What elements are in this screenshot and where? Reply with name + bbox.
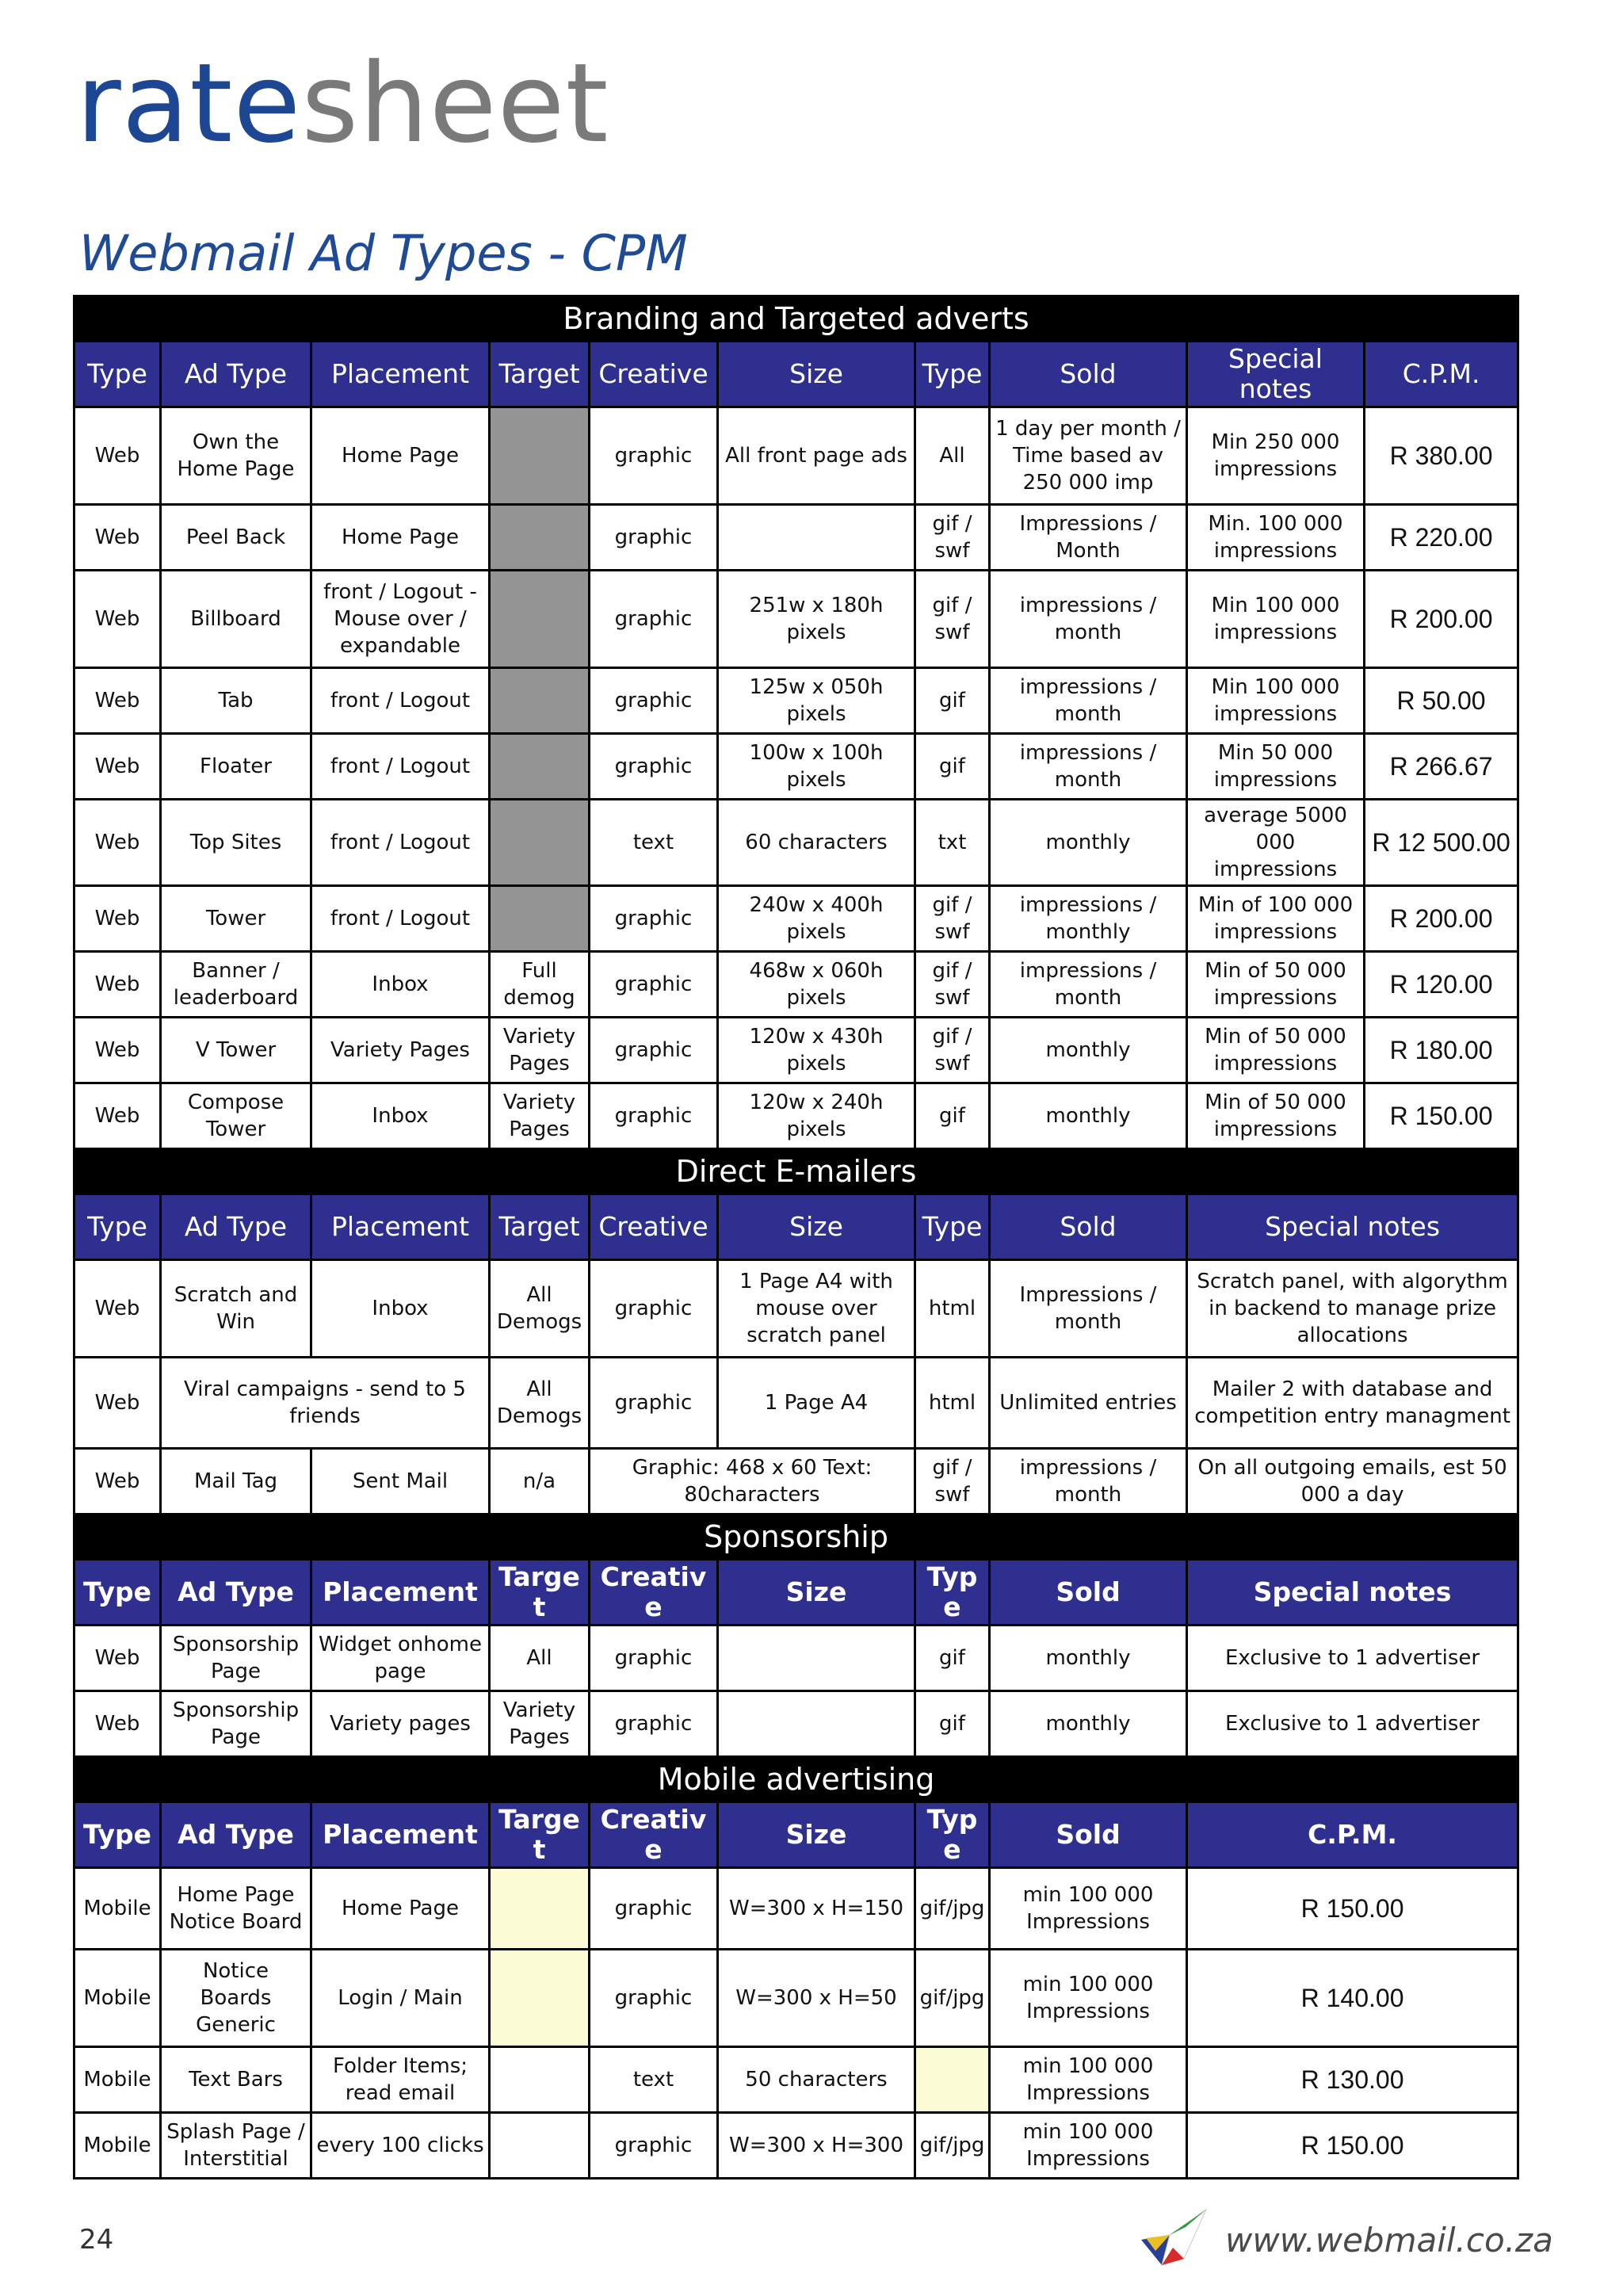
- cell-creative: graphic: [590, 734, 718, 800]
- cell-special-notes: Exclusive to 1 advertiser: [1187, 1691, 1518, 1757]
- cell-sold: min 100 000 Impressions: [990, 1868, 1187, 1950]
- cell-special-notes: Scratch panel, with algorythm in backend to manage prize allocations: [1187, 1260, 1518, 1358]
- col-header-type: Type: [74, 342, 161, 407]
- cell-creative: graphic: [590, 505, 718, 571]
- col-header-special-notes: Special notes: [1187, 342, 1365, 407]
- cell-sold: Impressions / month: [990, 1260, 1187, 1358]
- section-title-sponsorship: Sponsorship: [74, 1515, 1518, 1560]
- cell-special-notes: Min of 50 000 impressions: [1187, 1018, 1365, 1083]
- section-title-direct-emailers: Direct E-mailers: [74, 1149, 1518, 1194]
- cell-cpm: R 140.00: [1187, 1950, 1518, 2047]
- col-header-ad-type: Ad Type: [161, 342, 311, 407]
- cell-creative: Graphic: 468 x 60 Text: 80characters: [590, 1449, 915, 1515]
- cell-target: [490, 1950, 590, 2047]
- cell-size: 251w x 180h pixels: [718, 571, 915, 668]
- table-row: [74, 1083, 1518, 1149]
- col-header-creative: Creative: [590, 342, 718, 407]
- cell-target: Full demog: [490, 952, 590, 1018]
- cell-ad-type: Own the Home Page: [161, 407, 311, 505]
- cell-cpm: R 266.67: [1365, 734, 1518, 800]
- cell-creative: graphic: [590, 2113, 718, 2179]
- cell-target: Variety Pages: [490, 1083, 590, 1149]
- cell-file-type: html: [915, 1358, 990, 1449]
- cell-type: Mobile: [74, 2047, 161, 2113]
- cell-type: Web: [74, 800, 161, 886]
- cell-ad-type: Mail Tag: [161, 1449, 311, 1515]
- cell-type: Web: [74, 668, 161, 734]
- cell-type: Web: [74, 734, 161, 800]
- cell-cpm: R 180.00: [1365, 1018, 1518, 1083]
- cell-file-type: gif/jpg: [915, 2113, 990, 2179]
- cell-size: [718, 1691, 915, 1757]
- cell-sold: impressions / month: [990, 734, 1187, 800]
- cell-type: Web: [74, 886, 161, 952]
- table-row: [74, 1449, 1518, 1515]
- cell-target: [490, 2047, 590, 2113]
- cell-sold: impressions / month: [990, 1449, 1187, 1515]
- cell-sold: monthly: [990, 1626, 1187, 1691]
- footer-url[interactable]: www.webmail.co.za: [1225, 2221, 1553, 2260]
- cell-cpm: R 200.00: [1365, 571, 1518, 668]
- cell-special-notes: Min of 50 000 impressions: [1187, 1083, 1365, 1149]
- cell-target: All: [490, 1626, 590, 1691]
- cell-creative: graphic: [590, 1868, 718, 1950]
- cell-target: n/a: [490, 1449, 590, 1515]
- cell-size: 120w x 240h pixels: [718, 1083, 915, 1149]
- cell-special-notes: Min. 100 000 impressions: [1187, 505, 1365, 571]
- cell-sold: monthly: [990, 1691, 1187, 1757]
- col-header-type: Type: [74, 1560, 161, 1626]
- cell-placement: Variety Pages: [311, 1018, 490, 1083]
- cell-creative: graphic: [590, 668, 718, 734]
- cell-ad-type: Tab: [161, 668, 311, 734]
- cell-creative: graphic: [590, 571, 718, 668]
- cell-size: [718, 505, 915, 571]
- cell-cpm: R 150.00: [1187, 2113, 1518, 2179]
- brand-part-sheet: sheet: [301, 40, 609, 167]
- col-header-ad-type: Ad Type: [161, 1802, 311, 1868]
- cell-file-type: gif: [915, 1083, 990, 1149]
- cell-creative: graphic: [590, 1950, 718, 2047]
- col-header-type: Type: [74, 1802, 161, 1868]
- cell-file-type: gif: [915, 734, 990, 800]
- cell-creative: graphic: [590, 1083, 718, 1149]
- cell-ad-type: Home Page Notice Board: [161, 1868, 311, 1950]
- cell-sold: 1 day per month / Time based av 250 000 imp: [990, 407, 1187, 505]
- section-title-branding: Branding and Targeted adverts: [74, 296, 1518, 342]
- cell-target: [490, 2113, 590, 2179]
- cell-target: [490, 407, 590, 505]
- col-header-target: Target: [490, 1560, 590, 1626]
- cell-ad-type: Sponsorship Page: [161, 1626, 311, 1691]
- cell-ad-type: Notice Boards Generic: [161, 1950, 311, 2047]
- cell-ad-type: Banner / leaderboard: [161, 952, 311, 1018]
- cell-size: 468w x 060h pixels: [718, 952, 915, 1018]
- cell-ad-type: Splash Page / Interstitial: [161, 2113, 311, 2179]
- col-header-creative: Creative: [590, 1194, 718, 1260]
- cell-type: Mobile: [74, 1950, 161, 2047]
- cell-creative: graphic: [590, 1626, 718, 1691]
- cell-special-notes: Mailer 2 with database and competition entry managment: [1187, 1358, 1518, 1449]
- cell-type: Web: [74, 571, 161, 668]
- cell-sold: impressions / monthly: [990, 886, 1187, 952]
- section-title-mobile-advertising: Mobile advertising: [74, 1757, 1518, 1802]
- table-row: [74, 1691, 1518, 1757]
- cell-size: 100w x 100h pixels: [718, 734, 915, 800]
- cell-type: Web: [74, 1626, 161, 1691]
- col-header-cpm: C.P.M.: [1365, 342, 1518, 407]
- table-row: [74, 1868, 1518, 1950]
- cell-creative: graphic: [590, 1358, 718, 1449]
- table-row: [74, 2047, 1518, 2113]
- cell-creative: graphic: [590, 407, 718, 505]
- col-header-ad-type: Ad Type: [161, 1194, 311, 1260]
- cell-file-type: txt: [915, 800, 990, 886]
- rate-table: [73, 295, 1519, 2179]
- cell-special-notes: On all outgoing emails, est 50 000 a day: [1187, 1449, 1518, 1515]
- cell-size: 125w x 050h pixels: [718, 668, 915, 734]
- col-header-placement: Placement: [311, 342, 490, 407]
- col-header-ad-type: Ad Type: [161, 1560, 311, 1626]
- cell-target: [490, 505, 590, 571]
- cell-target: [490, 800, 590, 886]
- cell-special-notes: Exclusive to 1 advertiser: [1187, 1626, 1518, 1691]
- cell-size: 1 Page A4: [718, 1358, 915, 1449]
- cell-special-notes: Min of 50 000 impressions: [1187, 952, 1365, 1018]
- cell-placement: Sent Mail: [311, 1449, 490, 1515]
- col-header-size: Size: [718, 1560, 915, 1626]
- cell-type: Web: [74, 952, 161, 1018]
- cell-file-type: gif/jpg: [915, 1868, 990, 1950]
- cell-sold: min 100 000 Impressions: [990, 2113, 1187, 2179]
- cell-sold: impressions / month: [990, 952, 1187, 1018]
- page-subtitle: Webmail Ad Types - CPM: [79, 224, 688, 282]
- table-row: [74, 2113, 1518, 2179]
- table-row: [74, 800, 1518, 886]
- cell-placement: Home Page: [311, 1868, 490, 1950]
- cell-placement: front / Logout: [311, 668, 490, 734]
- cell-ad-type: Floater: [161, 734, 311, 800]
- cell-type: Mobile: [74, 2113, 161, 2179]
- cell-special-notes: Min of 100 000 impressions: [1187, 886, 1365, 952]
- cell-size: All front page ads: [718, 407, 915, 505]
- cell-sold: impressions / month: [990, 571, 1187, 668]
- cell-file-type: gif: [915, 668, 990, 734]
- col-header-size: Size: [718, 1194, 915, 1260]
- cell-special-notes: Min 100 000 impressions: [1187, 668, 1365, 734]
- col-header-size: Size: [718, 1802, 915, 1868]
- col-header-creative: Creative: [590, 1560, 718, 1626]
- cell-target: [490, 571, 590, 668]
- cell-size: 120w x 430h pixels: [718, 1018, 915, 1083]
- cell-file-type: gif / swf: [915, 571, 990, 668]
- col-header-target: Target: [490, 1194, 590, 1260]
- cell-cpm: R 220.00: [1365, 505, 1518, 571]
- cell-file-type: All: [915, 407, 990, 505]
- cell-sold: Impressions / Month: [990, 505, 1187, 571]
- cell-file-type: gif: [915, 1691, 990, 1757]
- cell-placement: Home Page: [311, 505, 490, 571]
- cell-placement: Home Page: [311, 407, 490, 505]
- cell-size: 50 characters: [718, 2047, 915, 2113]
- cell-sold: monthly: [990, 800, 1187, 886]
- cell-special-notes: Min 50 000 impressions: [1187, 734, 1365, 800]
- cell-placement: Inbox: [311, 1083, 490, 1149]
- cell-placement: Variety pages: [311, 1691, 490, 1757]
- table-row: [74, 952, 1518, 1018]
- cell-sold: monthly: [990, 1083, 1187, 1149]
- cell-special-notes: Min 100 000 impressions: [1187, 571, 1365, 668]
- col-header-file-type: Type: [915, 342, 990, 407]
- cell-type: Web: [74, 1018, 161, 1083]
- cell-ad-type: Billboard: [161, 571, 311, 668]
- table-row: [74, 1626, 1518, 1691]
- cell-special-notes: average 5000 000 impressions: [1187, 800, 1365, 886]
- cell-ad-type: Sponsorship Page: [161, 1691, 311, 1757]
- cell-target: All Demogs: [490, 1358, 590, 1449]
- cell-cpm: R 380.00: [1365, 407, 1518, 505]
- cell-file-type: gif: [915, 1626, 990, 1691]
- table-row: [74, 1950, 1518, 2047]
- table-row: [74, 407, 1518, 505]
- cell-file-type: html: [915, 1260, 990, 1358]
- cell-ad-type: Viral campaigns - send to 5 friends: [161, 1358, 490, 1449]
- table-row: [74, 1358, 1518, 1449]
- cell-creative: graphic: [590, 1018, 718, 1083]
- col-header-target: Target: [490, 1802, 590, 1868]
- col-header-sold: Sold: [990, 342, 1187, 407]
- col-header-file-type: Type: [915, 1560, 990, 1626]
- cell-type: Mobile: [74, 1868, 161, 1950]
- cell-size: 240w x 400h pixels: [718, 886, 915, 952]
- cell-creative: graphic: [590, 886, 718, 952]
- col-header-cpm: C.P.M.: [1187, 1802, 1518, 1868]
- cell-file-type: gif/jpg: [915, 1950, 990, 2047]
- cell-target: Variety Pages: [490, 1018, 590, 1083]
- cell-placement: Login / Main: [311, 1950, 490, 2047]
- table-row: [74, 734, 1518, 800]
- col-header-placement: Placement: [311, 1194, 490, 1260]
- cell-file-type: gif / swf: [915, 952, 990, 1018]
- cell-placement: front / Logout: [311, 886, 490, 952]
- cell-cpm: R 120.00: [1365, 952, 1518, 1018]
- cell-size: 1 Page A4 with mouse over scratch panel: [718, 1260, 915, 1358]
- cell-size: [718, 1626, 915, 1691]
- cell-placement: front / Logout: [311, 734, 490, 800]
- cell-placement: Folder Items; read email: [311, 2047, 490, 2113]
- cell-placement: Inbox: [311, 952, 490, 1018]
- cell-placement: Widget onhome page: [311, 1626, 490, 1691]
- col-header-target: Target: [490, 342, 590, 407]
- cell-placement: Inbox: [311, 1260, 490, 1358]
- table-row: [74, 505, 1518, 571]
- cell-target: [490, 886, 590, 952]
- cell-size: 60 characters: [718, 800, 915, 886]
- cell-special-notes: Min 250 000 impressions: [1187, 407, 1365, 505]
- cell-target: Variety Pages: [490, 1691, 590, 1757]
- cell-type: Web: [74, 407, 161, 505]
- cell-type: Web: [74, 1449, 161, 1515]
- cell-sold: min 100 000 Impressions: [990, 1950, 1187, 2047]
- col-header-creative: Creative: [590, 1802, 718, 1868]
- cell-cpm: R 130.00: [1187, 2047, 1518, 2113]
- brand-wordmark: [76, 40, 609, 167]
- col-header-file-type: Type: [915, 1194, 990, 1260]
- cell-file-type: gif / swf: [915, 505, 990, 571]
- cell-ad-type: Tower: [161, 886, 311, 952]
- cell-placement: every 100 clicks: [311, 2113, 490, 2179]
- cell-ad-type: Scratch and Win: [161, 1260, 311, 1358]
- table-row: [74, 1260, 1518, 1358]
- cell-type: Web: [74, 505, 161, 571]
- cell-file-type: gif / swf: [915, 886, 990, 952]
- cell-target: [490, 734, 590, 800]
- col-header-special-notes: Special notes: [1187, 1560, 1518, 1626]
- page-number: 24: [79, 2224, 114, 2256]
- cell-cpm: R 50.00: [1365, 668, 1518, 734]
- cell-ad-type: Top Sites: [161, 800, 311, 886]
- cell-size: W=300 x H=50: [718, 1950, 915, 2047]
- col-header-size: Size: [718, 342, 915, 407]
- cell-ad-type: Peel Back: [161, 505, 311, 571]
- col-header-type: Type: [74, 1194, 161, 1260]
- cell-target: [490, 1868, 590, 1950]
- cell-sold: min 100 000 Impressions: [990, 2047, 1187, 2113]
- col-header-sold: Sold: [990, 1802, 1187, 1868]
- cell-type: Web: [74, 1691, 161, 1757]
- cell-type: Web: [74, 1358, 161, 1449]
- table-row: [74, 668, 1518, 734]
- cell-creative: graphic: [590, 952, 718, 1018]
- cell-type: Web: [74, 1260, 161, 1358]
- cell-creative: graphic: [590, 1691, 718, 1757]
- table-row: [74, 1018, 1518, 1083]
- webmail-logo-icon: [1138, 2203, 1209, 2267]
- cell-cpm: R 150.00: [1187, 1868, 1518, 1950]
- col-header-placement: Placement: [311, 1802, 490, 1868]
- cell-ad-type: Compose Tower: [161, 1083, 311, 1149]
- cell-cpm: R 12 500.00: [1365, 800, 1518, 886]
- cell-sold: monthly: [990, 1018, 1187, 1083]
- col-header-sold: Sold: [990, 1194, 1187, 1260]
- cell-cpm: R 150.00: [1365, 1083, 1518, 1149]
- cell-placement: front / Logout - Mouse over / expandable: [311, 571, 490, 668]
- cell-target: [490, 668, 590, 734]
- cell-sold: Unlimited entries: [990, 1358, 1187, 1449]
- table-row: [74, 571, 1518, 668]
- col-header-sold: Sold: [990, 1560, 1187, 1626]
- cell-creative: graphic: [590, 1260, 718, 1358]
- cell-file-type: gif / swf: [915, 1018, 990, 1083]
- cell-creative: text: [590, 800, 718, 886]
- cell-sold: impressions / month: [990, 668, 1187, 734]
- cell-file-type: gif / swf: [915, 1449, 990, 1515]
- col-header-special-notes: Special notes: [1187, 1194, 1518, 1260]
- table-row: [74, 886, 1518, 952]
- cell-placement: front / Logout: [311, 800, 490, 886]
- brand-part-rate: rate: [76, 40, 302, 167]
- col-header-placement: Placement: [311, 1560, 490, 1626]
- cell-type: Web: [74, 1083, 161, 1149]
- cell-creative: text: [590, 2047, 718, 2113]
- cell-size: W=300 x H=300: [718, 2113, 915, 2179]
- cell-cpm: R 200.00: [1365, 886, 1518, 952]
- cell-ad-type: V Tower: [161, 1018, 311, 1083]
- col-header-file-type: Type: [915, 1802, 990, 1868]
- cell-target: All Demogs: [490, 1260, 590, 1358]
- cell-file-type: [915, 2047, 990, 2113]
- cell-ad-type: Text Bars: [161, 2047, 311, 2113]
- cell-size: W=300 x H=150: [718, 1868, 915, 1950]
